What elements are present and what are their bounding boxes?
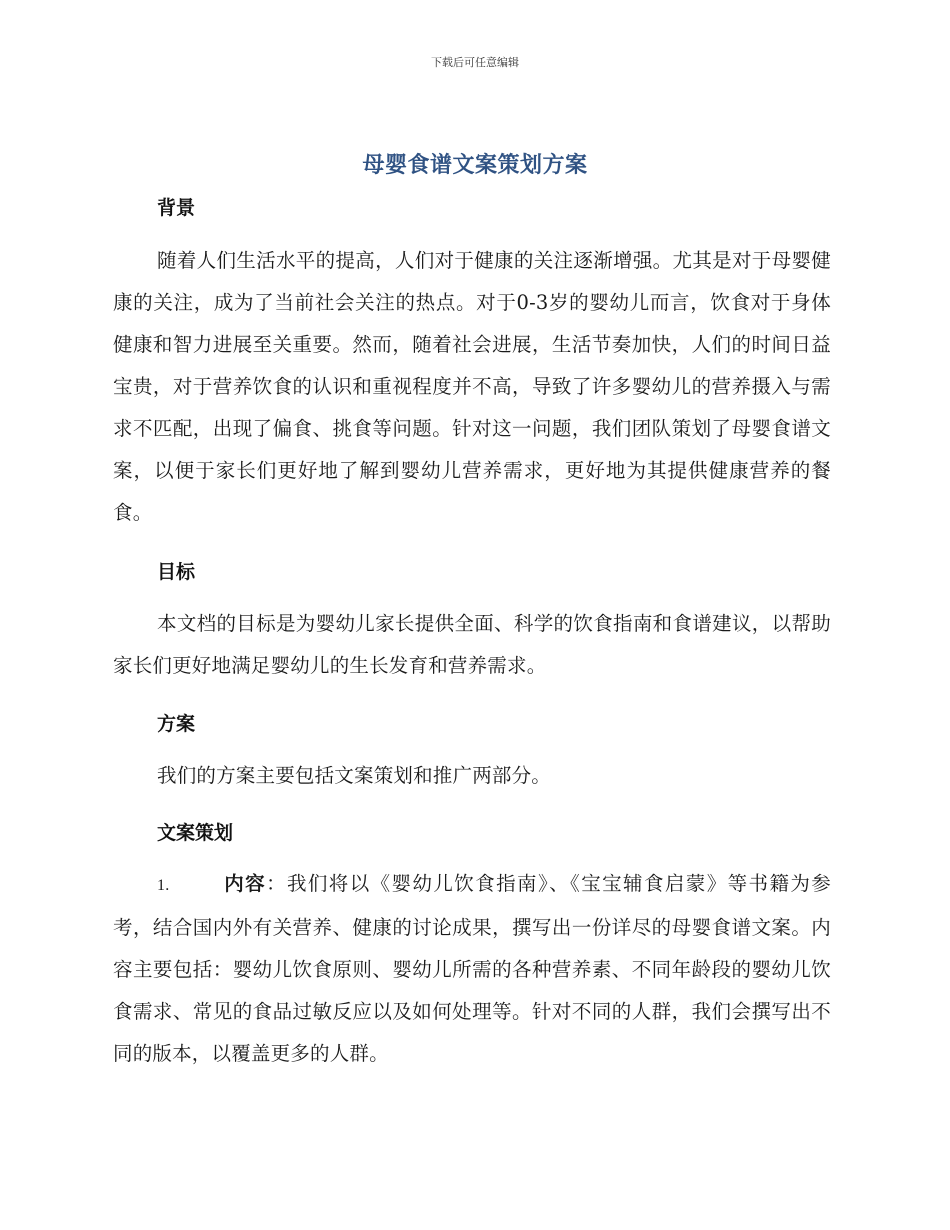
- heading-copywriting: 文案策划: [157, 822, 234, 844]
- heading-background: 背景: [157, 197, 196, 219]
- heading-goal: 目标: [157, 561, 196, 583]
- page-header-note: 下载后可任意编辑: [431, 56, 519, 69]
- paragraph-background: 随着人们生活水平的提高，人们对于健康的关注逐渐增强。尤其是对于母婴健康的关注，成为了当前社会关注的热点。对于0-3岁的婴幼儿而言，饮食对于身体健康和智力进展至关重要。然而，随着社会进展，生活节奏加快，人们的时间日益宝贵，对于营养饮食的认识和重视程度并不高，导致了许多婴幼儿的营养摄入与需求不匹配，出现了偏食、挑食等问题。针对这一问题，我们团队策划了母婴食谱文案，以便于家长们更好地了解到婴幼儿营养需求，更好地为其提供健康营养的餐食。: [113, 249, 831, 524]
- list-item-number: 1.: [157, 877, 170, 894]
- list-item-label: 内容: [223, 872, 267, 895]
- heading-plan: 方案: [157, 713, 196, 735]
- list-item-text: ：我们将以《婴幼儿饮食指南》、《宝宝辅食启蒙》等书籍为参考，结合国内外有关营养、健康的讨论成果，撰写出一份详尽的母婴食谱文案。内容主要包括：婴幼儿饮食原则、婴幼儿所需的各种营养素、不同年龄段的婴幼儿饮食需求、常见的食品过敏反应以及如何处理等。针对不同的人群，我们会撰写出不同的版本，以覆盖更多的人群。: [113, 872, 831, 1065]
- list-item: [113, 863, 831, 1075]
- paragraph-goal: 本文档的目标是为婴幼儿家长提供全面、科学的饮食指南和食谱建议，以帮助家长们更好地满足婴幼儿的生长发育和营养需求。: [113, 612, 831, 677]
- document-title: 母婴食谱文案策划方案: [362, 153, 588, 178]
- paragraph-plan: 我们的方案主要包括文案策划和推广两部分。: [157, 764, 552, 787]
